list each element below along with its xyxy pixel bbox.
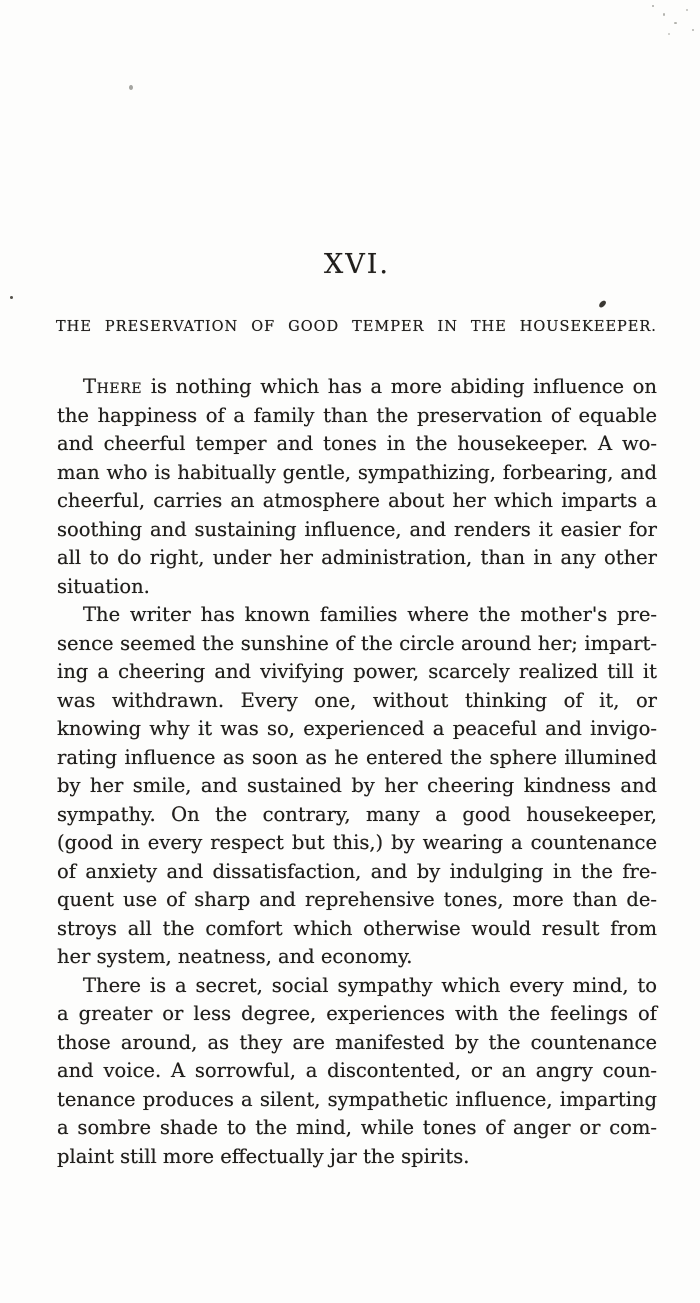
text-line: situation. [57, 574, 150, 598]
text-line: There is nothing which has a more abiding influence on [83, 375, 657, 398]
text-line: sence seemed the sunshine of the circle around her; impart- [57, 631, 657, 655]
text-line: of anxiety and dissatisfaction, and by indulging in the fre- [57, 859, 657, 883]
chapter-title-word: HOUSEKEEPER. [519, 319, 657, 335]
text-line: a greater or less degree, experiences with the feelings of [57, 1002, 657, 1025]
text-line: the happiness of a family than the preservation of equable [57, 403, 657, 427]
paragraph [57, 373, 657, 601]
text-line: and cheerful temper and tones in the housekeeper. A wo- [57, 432, 657, 455]
text-line: stroys all the comfort which otherwise would result from [57, 916, 657, 940]
text-line: plaint still more effectually jar the spirits. [57, 1144, 470, 1168]
text-line: (good in every respect but this,) by wearing a countenance [57, 831, 657, 854]
chapter-title-word: THE [470, 319, 507, 335]
ink-speck [652, 5, 654, 7]
text-line: There is a secret, social sympathy which every mind, to [83, 973, 657, 997]
text-line: quent use of sharp and reprehensive tones, more than de- [57, 888, 657, 911]
text-line: those around, as they are manifested by the countenance [57, 1030, 657, 1054]
text-line: tenance produces a silent, sympathetic influence, imparting [57, 1087, 657, 1111]
ink-speck [10, 296, 13, 299]
text-line: her system, neatness, and economy. [57, 945, 413, 968]
chapter-title [56, 319, 657, 335]
text-line: soothing and sustaining influence, and renders it easier for [57, 517, 657, 541]
ink-speck [663, 13, 665, 16]
text-line: cheerful, carries an atmosphere about her which imparts a [57, 489, 657, 512]
text-line: all to do right, under her administration, than in any other [57, 546, 657, 569]
text-line: man who is habitually gentle, sympathizing, forbearing, and [57, 460, 657, 484]
small-caps-lead-word: There [83, 375, 143, 398]
text-line: The writer has known families where the mother's pre- [83, 603, 657, 626]
body-text [57, 373, 657, 1171]
ink-speck [686, 9, 688, 11]
paragraph [57, 601, 657, 972]
text-line: rating influence as soon as he entered the sphere illumined [57, 745, 657, 769]
text-line: by her smile, and sustained by her cheering kindness and [57, 774, 657, 797]
ink-speck [674, 22, 677, 24]
chapter-title-word: PRESERVATION [104, 319, 239, 335]
chapter-title-word: TEMPER [352, 319, 425, 335]
chapter-title-word: OF [251, 319, 276, 335]
paragraph [57, 972, 657, 1172]
ink-speck [598, 299, 607, 308]
chapter-title-word: THE [56, 319, 92, 335]
text-line: a sombre shade to the mind, while tones of anger or com- [57, 1116, 657, 1139]
ink-speck [692, 29, 694, 31]
text-line: sympathy. On the contrary, many a good housekeeper, [57, 802, 657, 826]
chapter-heading: XVI. [324, 249, 390, 280]
text-line: and voice. A sorrowful, a discontented, or an angry coun- [57, 1059, 657, 1082]
chapter-title-word: IN [437, 319, 458, 335]
text-line: knowing why it was so, experienced a peaceful and invigo- [57, 717, 657, 740]
text-line: ing a cheering and vivifying power, scarcely realized till it [57, 660, 657, 683]
ink-speck [668, 33, 670, 35]
ink-speck [129, 85, 133, 90]
chapter-title-word: GOOD [288, 319, 340, 335]
text-line: was withdrawn. Every one, without thinking of it, or [57, 688, 657, 712]
